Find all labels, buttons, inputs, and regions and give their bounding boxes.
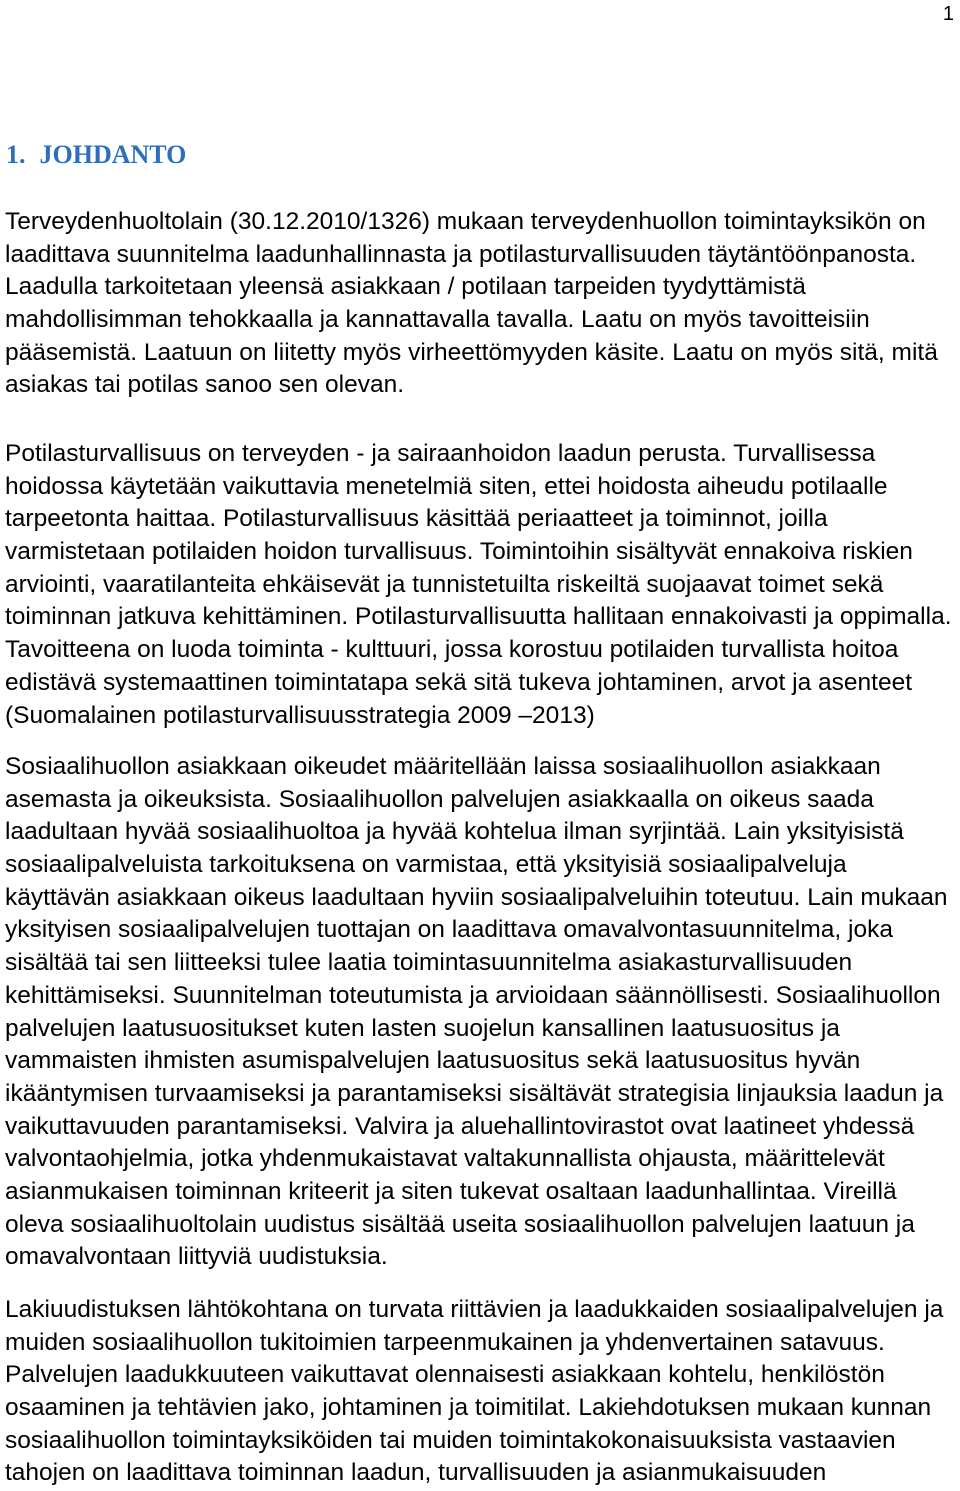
text-line: laadittava suunnitelma laadunhallinnasta ja potilasturvallisuuden täytäntöönpanosta. — [5, 240, 917, 268]
text-line: toiminnan jatkuva kehittäminen. Potilasturvallisuutta hallitaan ennakoivasti ja oppimalla. — [5, 603, 952, 631]
text-line: muiden sosiaalihuollon tukitoimien tarpeenmukainen ja yhdenvertainen satavuus. — [5, 1328, 885, 1356]
text-line: Palvelujen laadukkuuteen vaikuttavat olennaisesti asiakkaan kohtelu, henkilöstön — [5, 1361, 885, 1389]
text-line: asemasta ja oikeuksista. Sosiaalihuollon palvelujen asiakkaalla on oikeus saada — [5, 785, 874, 813]
text-line: omavalvontaan liittyviä uudistuksia. — [5, 1243, 388, 1271]
paragraph-4 — [5, 1294, 958, 1490]
text-line: palvelujen laatusuositukset kuten lasten suojelun kansallinen laatusuositus ja — [5, 1014, 840, 1042]
text-line: tarpeetonta haittaa. Potilasturvallisuus käsittää periaatteet ja toiminnot, joilla — [5, 505, 828, 533]
text-line: asiakas tai potilas sanoo sen olevan. — [5, 371, 405, 399]
text-line: yksityisen sosiaalipalvelujen tuottajan on laadittava omavalvontasuunnitelma, joka — [5, 916, 893, 944]
text-line: edistävä systemaattinen toimintatapa sekä sitä tukeva johtaminen, arvot ja asenteet — [5, 668, 913, 696]
text-line: kehittämiseksi. Suunnitelman toteutumista ja arvioidaan säännöllisesti. Sosiaalihuollon — [5, 981, 941, 1009]
text-line: hoidossa käytetään vaikuttavia menetelmiä siten, ettei hoidosta aiheudu potilaalle — [5, 472, 888, 500]
section-number: 1. — [6, 140, 26, 169]
text-line: vammaisten ihmisten asumispalvelujen laatusuositus sekä laatusuositus hyvän — [5, 1047, 861, 1075]
text-line: Lakiuudistuksen lähtökohtana on turvata riittävien ja laadukkaiden sosiaalipalvelujen ja — [5, 1296, 944, 1323]
text-line: Sosiaalihuollon asiakkaan oikeudet määritellään laissa sosiaalihuollon asiakkaan — [5, 753, 881, 780]
page-number: 1 — [942, 3, 954, 25]
text-line: sosiaalipalveluista tarkoituksena on varmistaa, että yksityisiä sosiaalipalveluja — [5, 851, 847, 879]
section-title: JOHDANTO — [39, 140, 187, 169]
text-line: osaaminen ja tehtävien jako, johtaminen ja toimitilat. Lakiehdotuksen mukaan kunnan — [5, 1394, 932, 1422]
text-line: mahdollisimman tehokkaalla ja kannattavalla tavalla. Laatu on myös tavoitteisiin — [5, 306, 870, 334]
text-line: Terveydenhuoltolain (30.12.2010/1326) mukaan terveydenhuollon toimintayksikön on — [5, 208, 926, 235]
text-line: Laadulla tarkoitetaan yleensä asiakkaan / potilaan tarpeiden tyydyttämistä — [5, 273, 806, 301]
text-line: ikääntymisen turvaamiseksi ja parantamiseksi sisältävät strategisia linjauksia laadun ja — [5, 1079, 944, 1107]
text-line: oleva sosiaalihuoltolain uudistus sisältää useita sosiaalihuollon palvelujen laatuun ja — [5, 1210, 915, 1238]
text-line: sisältää tai sen liitteeksi tulee laatia toimintasuunnitelma asiakasturvallisuuden — [5, 949, 853, 977]
text-line: vaikuttavuuden parantamiseksi. Valvira ja aluehallintovirastot ovat laatineet yhdessä — [5, 1112, 915, 1140]
text-line: sosiaalihuollon toimintayksiköiden tai muiden toimintakokonaisuuksista vastaavien — [5, 1426, 896, 1454]
text-line: Potilasturvallisuus on terveyden - ja sairaanhoidon laadun perusta. Turvallisessa — [5, 440, 876, 467]
paragraph-3 — [5, 751, 958, 1274]
text-line: arviointi, vaaratilanteita ehkäisevät ja tunnistetuilta riskeiltä suojaavat toimet sekä — [5, 570, 884, 598]
text-line: tahojen on laadittava toiminnan laadun, turvallisuuden ja asianmukaisuuden — [5, 1459, 827, 1487]
text-line: käyttävän asiakkaan oikeus laadultaan hyviin sosiaalipalveluihin toteutuu. Lain mukaan — [5, 883, 948, 911]
section-heading — [6, 137, 186, 173]
text-line: valvontaohjelmia, jotka yhdenmukaistavat valtakunnallista ohjausta, määrittelevät — [5, 1145, 885, 1173]
paragraph-2 — [5, 438, 958, 732]
text-line: varmistetaan potilaiden hoidon turvallisuus. Toimintoihin sisältyvät ennakoiva riskien — [5, 538, 913, 566]
text-line: asianmukaisen toiminnan kriteerit ja siten tukevat osaltaan laadunhallintaa. Vireillä — [5, 1177, 897, 1205]
text-line: laadultaan hyvää sosiaalihuoltoa ja hyvää kohtelua ilman syrjintää. Lain yksityisistä — [5, 818, 904, 846]
paragraph-1 — [5, 206, 958, 402]
text-line: Tavoitteena on luoda toiminta - kulttuuri, jossa korostuu potilaiden turvallista hoitoa — [5, 636, 899, 664]
text-line: pääsemistä. Laatuun on liitetty myös virheettömyyden käsite. Laatu on myös sitä, mitä — [5, 338, 938, 366]
text-line: (Suomalainen potilasturvallisuusstrategia 2009 –2013) — [5, 701, 595, 729]
